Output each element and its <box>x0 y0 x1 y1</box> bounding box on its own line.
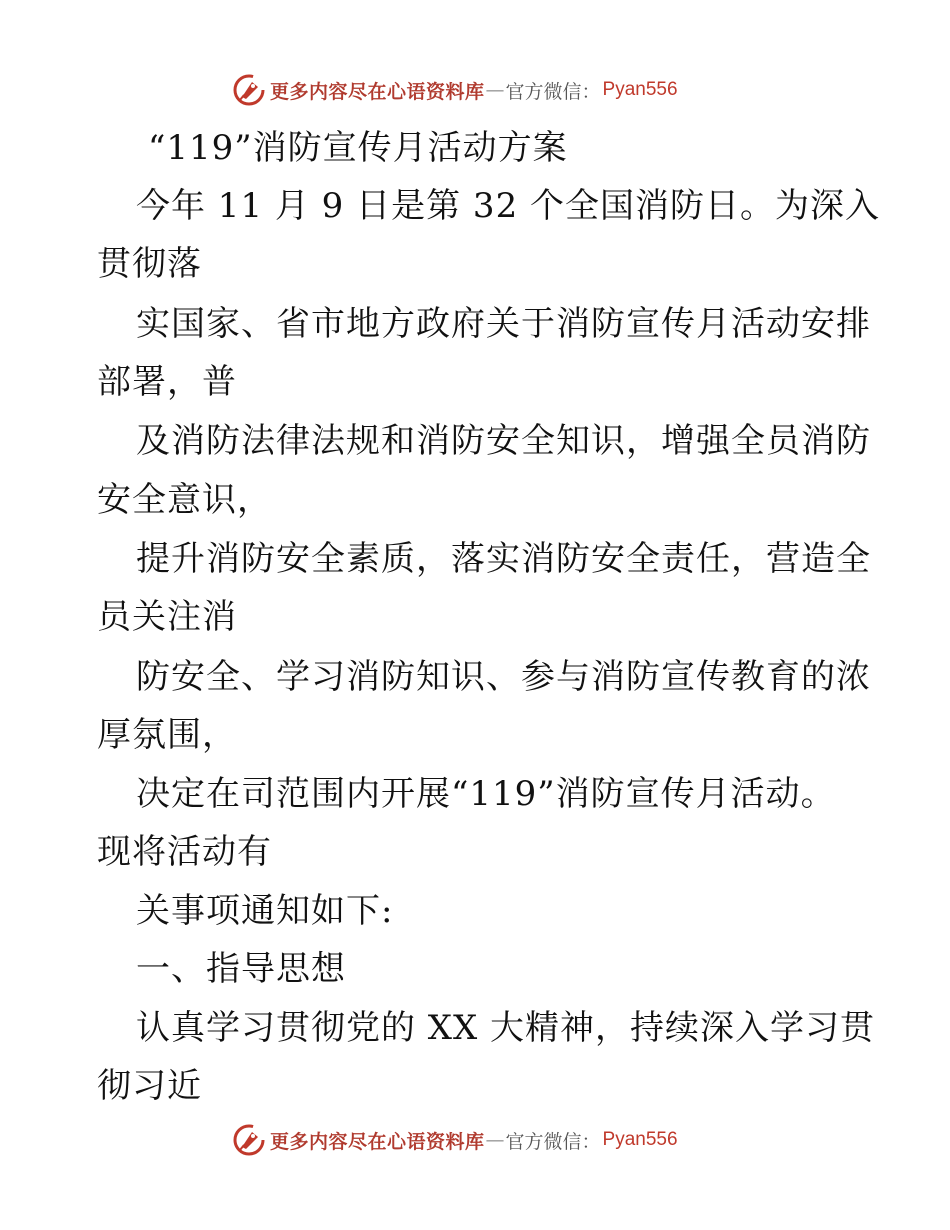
paragraph-line: 及消防法律法规和消防安全知识，增强全员消防 <box>136 421 871 461</box>
pen-nib-logo-icon <box>232 1123 266 1157</box>
paragraph-line: 今年 11 月 9 日是第 32 个全国消防日。为深入 <box>136 186 881 226</box>
banner-text: 更多内容尽在心语资料库 <box>270 1130 485 1153</box>
banner-wechat-label: 官方微信： <box>505 1130 601 1153</box>
banner-text: 更多内容尽在心语资料库 <box>270 80 485 103</box>
paragraph-line: 员关注消 <box>97 597 237 637</box>
paragraph-line: 安全意识， <box>97 480 272 520</box>
pen-nib-logo-icon <box>232 73 266 107</box>
header-banner <box>232 72 678 108</box>
banner-separator: — <box>485 1129 505 1151</box>
section-heading: 一、指导思想 <box>136 949 346 989</box>
footer-banner <box>232 1122 678 1158</box>
paragraph-line: 厚氛围， <box>97 715 237 755</box>
document-title: “119”消防宣传月活动方案 <box>148 128 568 168</box>
paragraph-line: 实国家、省市地方政府关于消防宣传月活动安排 <box>136 304 871 344</box>
banner-separator: — <box>485 79 505 101</box>
banner-wechat-id: Pyan556 <box>602 79 678 100</box>
paragraph-line: 提升消防安全素质，落实消防安全责任，营造全 <box>136 539 871 579</box>
paragraph-line: 决定在司范围内开展“119”消防宣传月活动。 <box>136 774 836 814</box>
banner-wechat-id: Pyan556 <box>602 1129 678 1150</box>
paragraph-line: 防安全、学习消防知识、参与消防宣传教育的浓 <box>136 657 871 697</box>
paragraph-line: 现将活动有 <box>97 832 272 872</box>
paragraph-line: 认真学习贯彻党的 XX 大精神，持续深入学习贯 <box>136 1008 876 1048</box>
paragraph-line: 彻习近 <box>97 1066 202 1106</box>
paragraph-line: 关事项通知如下: <box>136 891 394 931</box>
banner-wechat-label: 官方微信： <box>505 80 601 103</box>
paragraph-line: 部署，普 <box>97 362 237 402</box>
paragraph-line: 贯彻落 <box>97 244 202 284</box>
